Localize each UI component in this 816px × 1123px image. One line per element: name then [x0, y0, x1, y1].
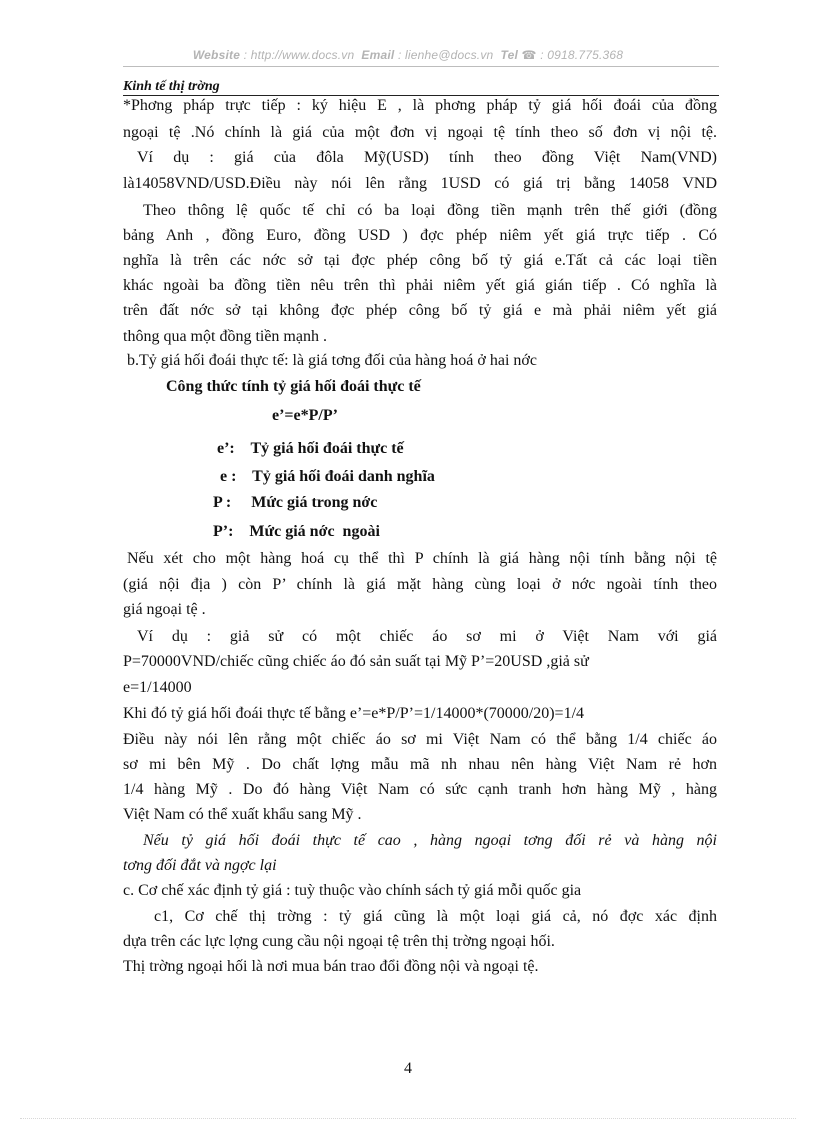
body-line: Nếu xét cho một hàng hoá cụ thể thì P chính là giá hàng nội tính bằng nội tệ [127, 550, 717, 567]
body-line: nghĩa là trên các nớc sở tại đợc phép công bố tỷ giá e.Tất cả các loại tiền [123, 252, 717, 269]
body-line: sơ mi bên Mỹ . Do chất lợng mẫu mã nh nhau nên hàng Việt Nam rẻ hơn [123, 756, 717, 773]
body-line: Việt Nam có thể xuất khẩu sang Mỹ . [123, 806, 362, 823]
body-line: là14058VND/USD.Điều này nói lên rằng 1USD có giá trị bằng 14058 VND [123, 175, 717, 192]
body-line: Khi đó tỷ giá hối đoái thực tế bằng e’=e*P/P’=1/14000*(70000/20)=1/4 [123, 705, 585, 722]
legend-item: e’: Tỷ giá hối đoái thực tế [217, 440, 404, 457]
email-label: Email [361, 48, 395, 62]
section-c-heading: c. Cơ chế xác định tỷ giá : tuỳ thuộc vào chính sách tỷ giá mỗi quốc gia [123, 882, 582, 899]
body-line: Ví dụ : giá của đôla Mỹ(USD) tính theo đồng Việt Nam(VND) [137, 149, 717, 166]
body-line: dựa trên các lực lợng cung cầu nội ngoại tệ trên thị trờng ngoại hối. [123, 933, 555, 950]
body-line: Ví dụ : giả sử có một chiếc áo sơ mi ở Việt Nam với giá [137, 628, 717, 645]
legend-item: P’: Mức giá nớc ngoài [213, 523, 380, 540]
italic-line: tơng đối đắt và ngợc lại [123, 857, 277, 874]
header-divider [123, 66, 719, 67]
body-line: c1, Cơ chế thị trờng : tỷ giá cũng là một loại giá cả, nó đợc xác định [154, 908, 717, 925]
body-line: P=70000VND/chiếc cũng chiếc áo đó sản suất tại Mỹ P’=20USD ,giả sử [123, 653, 589, 670]
body-line: ngoại tệ .Nó chính là giá của một đơn vị ngoại tệ tính theo số đơn vị nội tệ. [123, 124, 717, 141]
footer-divider [20, 1118, 796, 1119]
body-line: Thị trờng ngoại hối là nơi mua bán trao đổi đồng nội và ngoại tệ. [123, 958, 539, 975]
tel-value: : 0918.775.368 [540, 48, 624, 62]
page-number: 4 [404, 1060, 412, 1077]
running-title: Kinh tế thị trờng [123, 79, 220, 94]
body-line: bảng Anh , đồng Euro, đồng USD ) đợc phép niêm yết giá trực tiếp . Có [123, 227, 717, 244]
email-value: : lienhe@docs.vn [397, 48, 494, 62]
body-line: Điều này nói lên rằng một chiếc áo sơ mi Việt Nam có thể bằng 1/4 chiếc áo [123, 731, 717, 748]
section-b-heading: b.Tỷ giá hối đoái thực tế: là giá tơng đối của hàng hoá ở hai nớc [127, 352, 537, 369]
body-line: Theo thông lệ quốc tế chỉ có ba loại đồng tiền mạnh trên thế giới (đồng [143, 202, 717, 219]
legend-item: e : Tỷ giá hối đoái danh nghĩa [220, 468, 435, 485]
page-header [0, 48, 816, 62]
legend-item: P : Mức giá trong nớc [213, 494, 378, 511]
formula-title: Công thức tính tỷ giá hối đoái thực tế [166, 378, 421, 395]
body-line: *Phơng pháp trực tiếp : ký hiệu E , là phơng pháp tỷ giá hối đoái của đồng [123, 97, 717, 114]
formula: e’=e*P/P’ [272, 407, 338, 424]
body-line: trên đất nớc sở tại không đợc phép công bố tỷ giá e mà phải niêm yết giá [123, 302, 717, 319]
body-line: 1/4 hàng Mỹ . Do đó hàng Việt Nam có sức cạnh tranh hơn hàng Mỹ , hàng [123, 781, 717, 798]
tel-label: Tel ☎ [500, 48, 537, 62]
website-label: Website [192, 48, 241, 62]
website-value: : http://www.docs.vn [243, 48, 355, 62]
body-line: giá ngoại tệ . [123, 601, 206, 618]
italic-line: Nếu tỷ giá hối đoái thực tế cao , hàng ngoại tơng đối rẻ và hàng nội [143, 832, 717, 849]
body-line: thông qua một đồng tiền mạnh . [123, 328, 327, 345]
body-line: (giá nội địa ) còn P’ chính là giá mặt hàng cùng loại ở nớc ngoài tính theo [123, 576, 717, 593]
body-line: e=1/14000 [123, 679, 192, 696]
body-line: khác ngoài ba đồng tiền nêu trên thì phải niêm yết giá gián tiếp . Có nghĩa là [123, 277, 717, 294]
